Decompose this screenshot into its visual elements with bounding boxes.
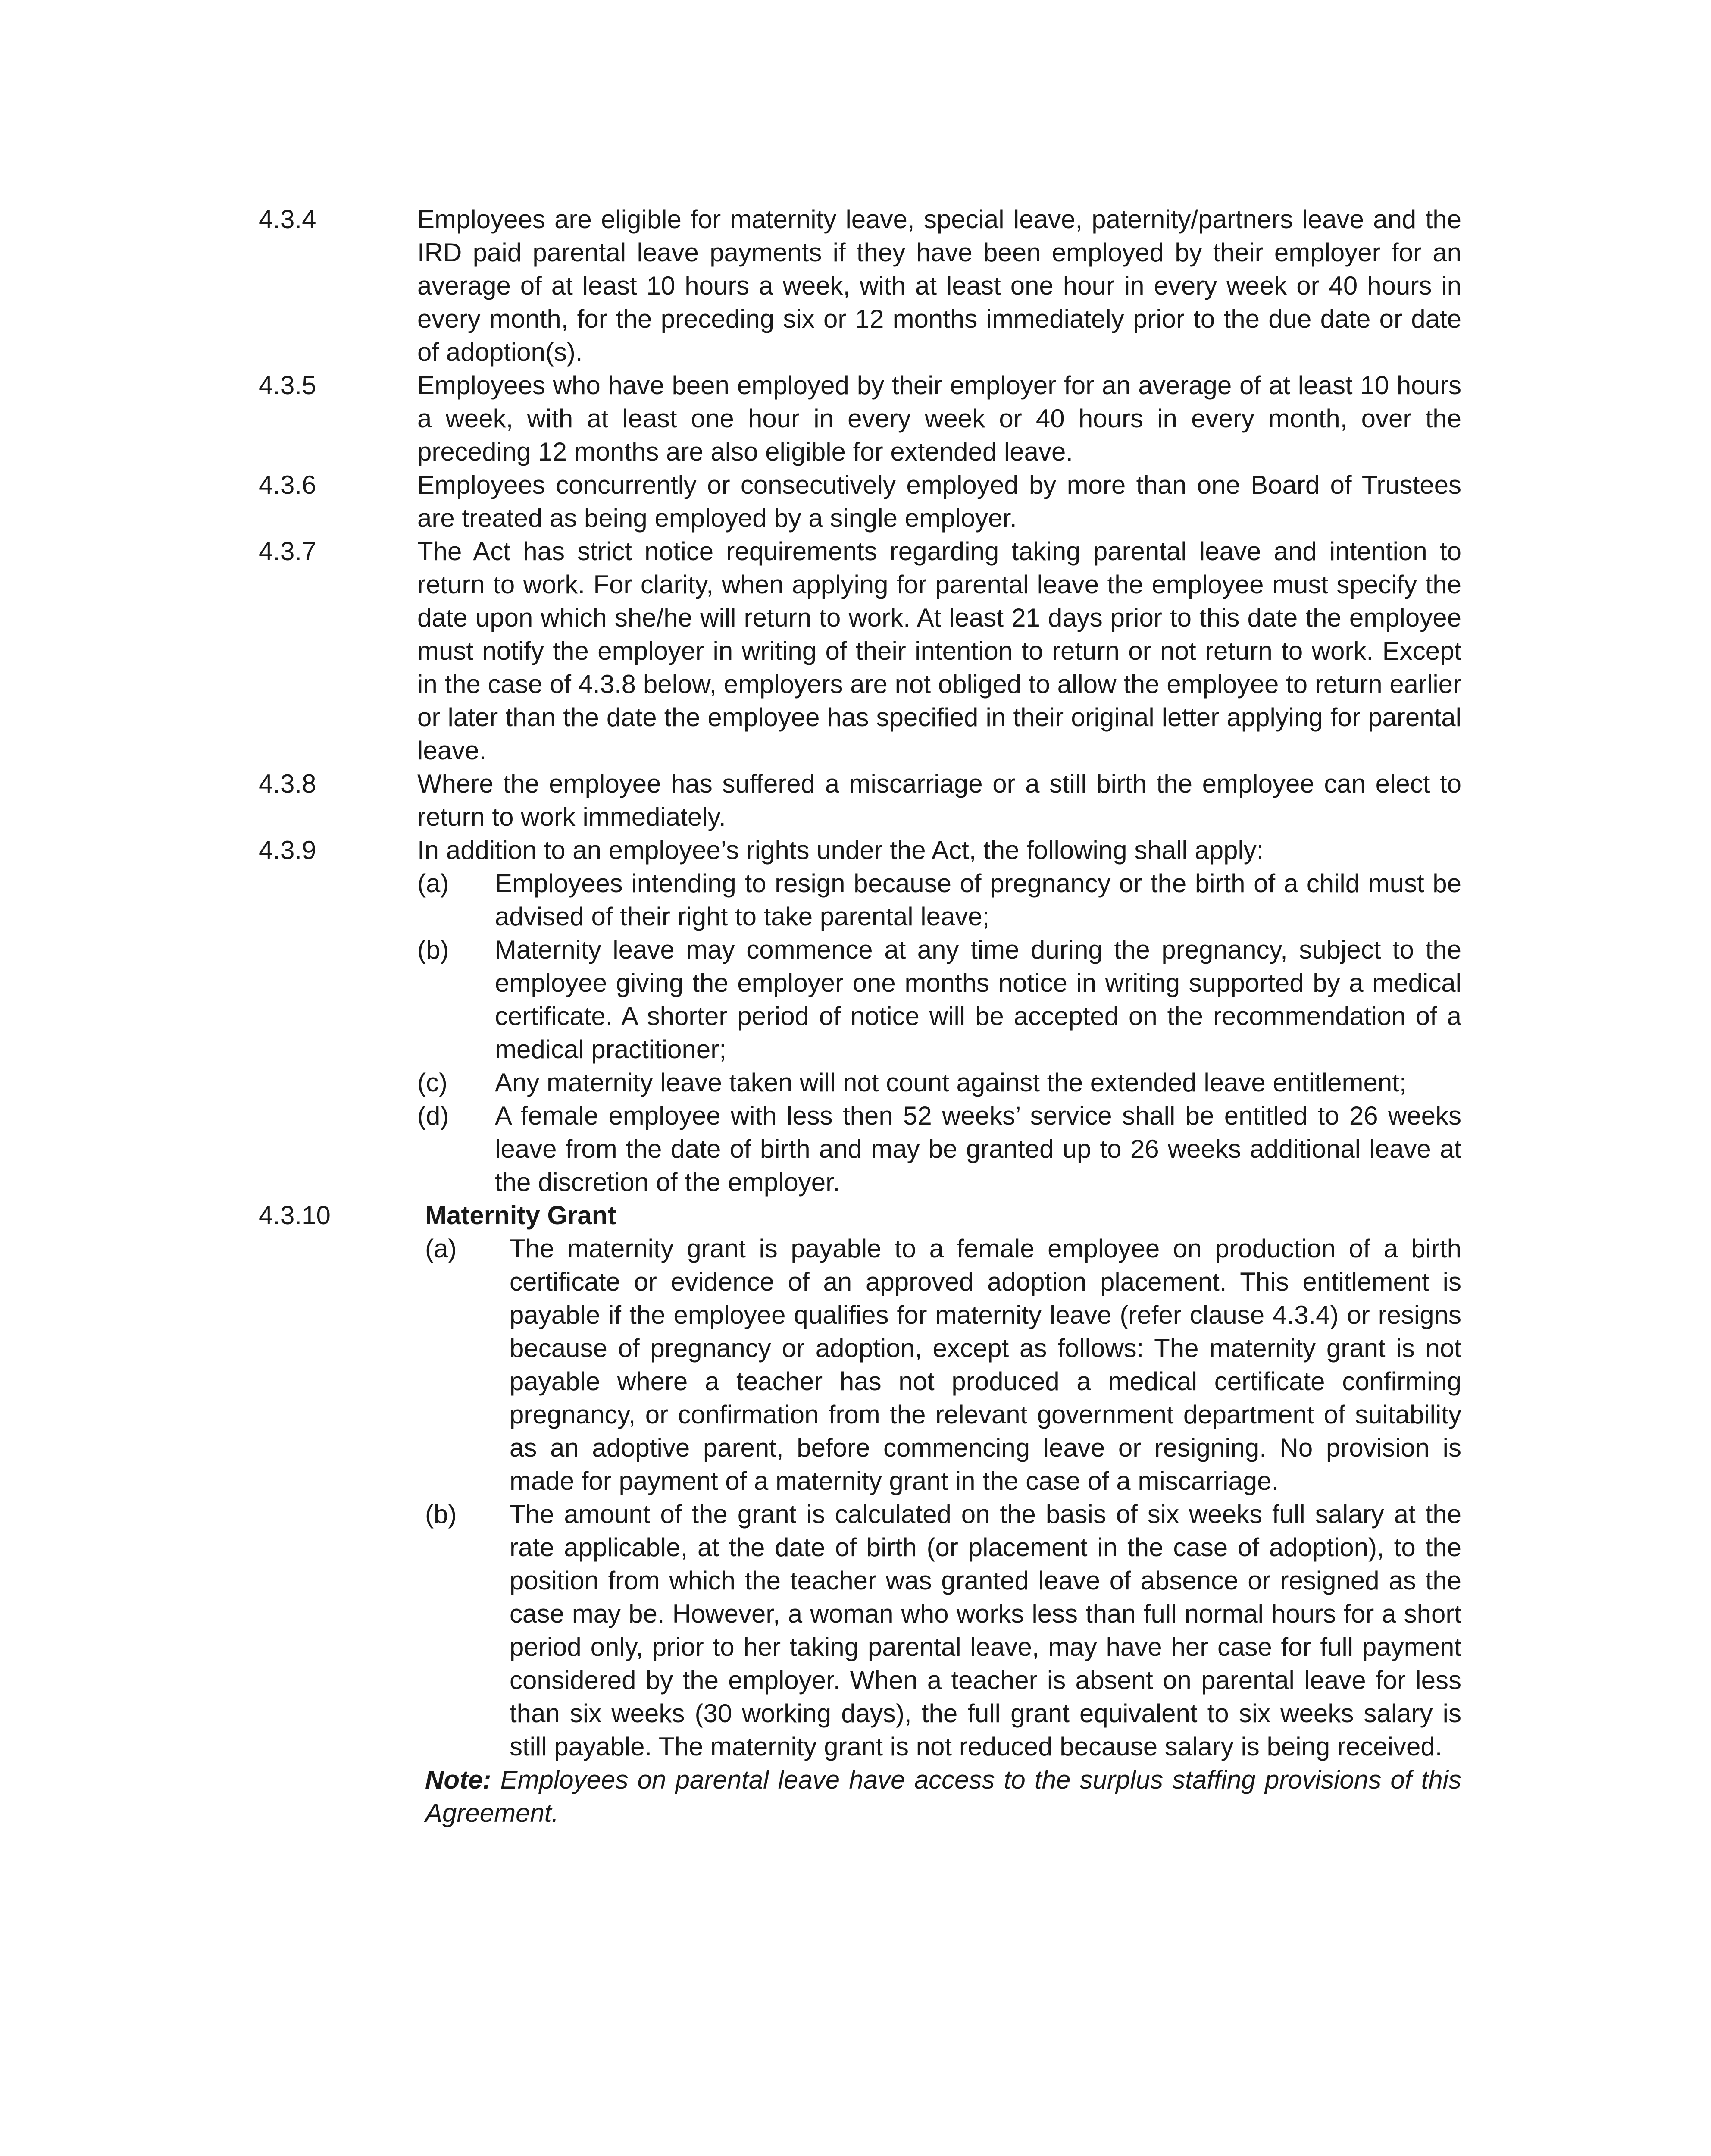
clause-4-3-8 [259, 767, 1461, 834]
clause-number: 4.3.10 [259, 1201, 331, 1230]
clause-text: Employees concurrently or consecutively employed by more than one Board of Trustees are treated as being employed by a single employer. [417, 470, 1461, 533]
list-item [417, 867, 1461, 933]
list-item [417, 1066, 1461, 1099]
clause-4-3-4 [259, 203, 1461, 369]
clause-number: 4.3.7 [259, 537, 316, 566]
item-label: (a) [425, 1234, 457, 1263]
clause-text: Where the employee has suffered a miscarriage or a still birth the employee can elect to return to work immediately. [417, 769, 1461, 831]
clause-text: In addition to an employee’s rights under the Act, the following shall apply: [417, 836, 1264, 865]
clause-4-3-9-items [417, 867, 1461, 1199]
clause-4-3-10 [259, 1199, 1461, 1232]
clause-text: Employees are eligible for maternity leave, special leave, paternity/partners leave and the IRD paid parental leave payments if they have been employed by their employer for an average of at least 10 hours a week, with at least one hour in every week or 40 hours in every month, for the preceding six or 12 months immediately prior to the due date or date of adoption(s). [417, 205, 1461, 367]
item-text: Maternity leave may commence at any time during the pregnancy, subject to the employee giving the employer one months notice in writing supported by a medical certificate. A shorter period of notice will be accepted on the recommendation of a medical practitioner; [495, 935, 1461, 1064]
clause-4-3-10-items [425, 1232, 1461, 1763]
note-label: Note: [425, 1765, 491, 1794]
clause-text: The Act has strict notice requirements regarding taking parental leave and intention to return to work. For clarity, when applying for parental leave the employee must specify the date upon which she/he will return to work. At least 21 days prior to this date the employee must notify the employer in writing of their intention to return or not return to work. Except in the case of 4.3.8 below, employers are not obliged to allow the employee to return earlier or later than the date the employee has specified in their original letter applying for parental leave. [417, 537, 1461, 765]
clause-number: 4.3.8 [259, 769, 316, 798]
clause-4-3-6 [259, 468, 1461, 535]
section-heading: Maternity Grant [425, 1201, 616, 1230]
note-paragraph [425, 1763, 1461, 1830]
clause-4-3-5 [259, 369, 1461, 468]
clause-text: Employees who have been employed by their employer for an average of at least 10 hours a week, with at least one hour in every week or 40 hours in every month, over the preceding 12 months are also eligible for extended leave. [417, 371, 1461, 466]
list-item [425, 1232, 1461, 1498]
item-text: Employees intending to resign because of pregnancy or the birth of a child must be advised of their right to take parental leave; [495, 869, 1461, 931]
item-label: (d) [417, 1101, 449, 1130]
item-text: A female employee with less then 52 weeks’ service shall be entitled to 26 weeks leave from the date of birth and may be granted up to 26 weeks additional leave at the discretion of the employer. [495, 1101, 1461, 1197]
page-content [259, 203, 1461, 1830]
clause-4-3-9 [259, 834, 1461, 867]
item-label: (b) [425, 1500, 457, 1529]
note-text: Employees on parental leave have access to the surplus staffing provisions of this Agreement. [425, 1765, 1461, 1827]
list-item [417, 933, 1461, 1066]
item-text: The maternity grant is payable to a female employee on production of a birth certificate or evidence of an approved adoption placement. This entitlement is payable if the employee qualifies for maternity leave (refer clause 4.3.4) or resigns because of pregnancy or adoption, except as follows: The maternity grant is not payable where a teacher has not produced a medical certificate confirming pregnancy, or confirmation from the relevant government department of suitability as an adoptive parent, before commencing leave or resigning. No provision is made for payment of a maternity grant in the case of a miscarriage. [510, 1234, 1461, 1495]
item-label: (b) [417, 935, 449, 964]
item-text: Any maternity leave taken will not count against the extended leave entitlement; [495, 1068, 1407, 1097]
clause-4-3-7 [259, 535, 1461, 767]
item-label: (c) [417, 1068, 447, 1097]
item-text: The amount of the grant is calculated on the basis of six weeks full salary at the rate applicable, at the date of birth (or placement in the case of adoption), to the position from which the teacher was granted leave of absence or resigned as the case may be. However, a woman who works less than full normal hours for a short period only, prior to her taking parental leave, may have her case for full payment considered by the employer. When a teacher is absent on parental leave for less than six weeks (30 working days), the full grant equivalent to six weeks salary is still payable. The maternity grant is not reduced because salary is being received. [510, 1500, 1461, 1761]
clause-number: 4.3.5 [259, 371, 316, 400]
clause-number: 4.3.6 [259, 470, 316, 499]
list-item [425, 1498, 1461, 1763]
list-item [417, 1099, 1461, 1199]
clause-number: 4.3.9 [259, 836, 316, 865]
item-label: (a) [417, 869, 449, 898]
clause-number: 4.3.4 [259, 205, 316, 234]
